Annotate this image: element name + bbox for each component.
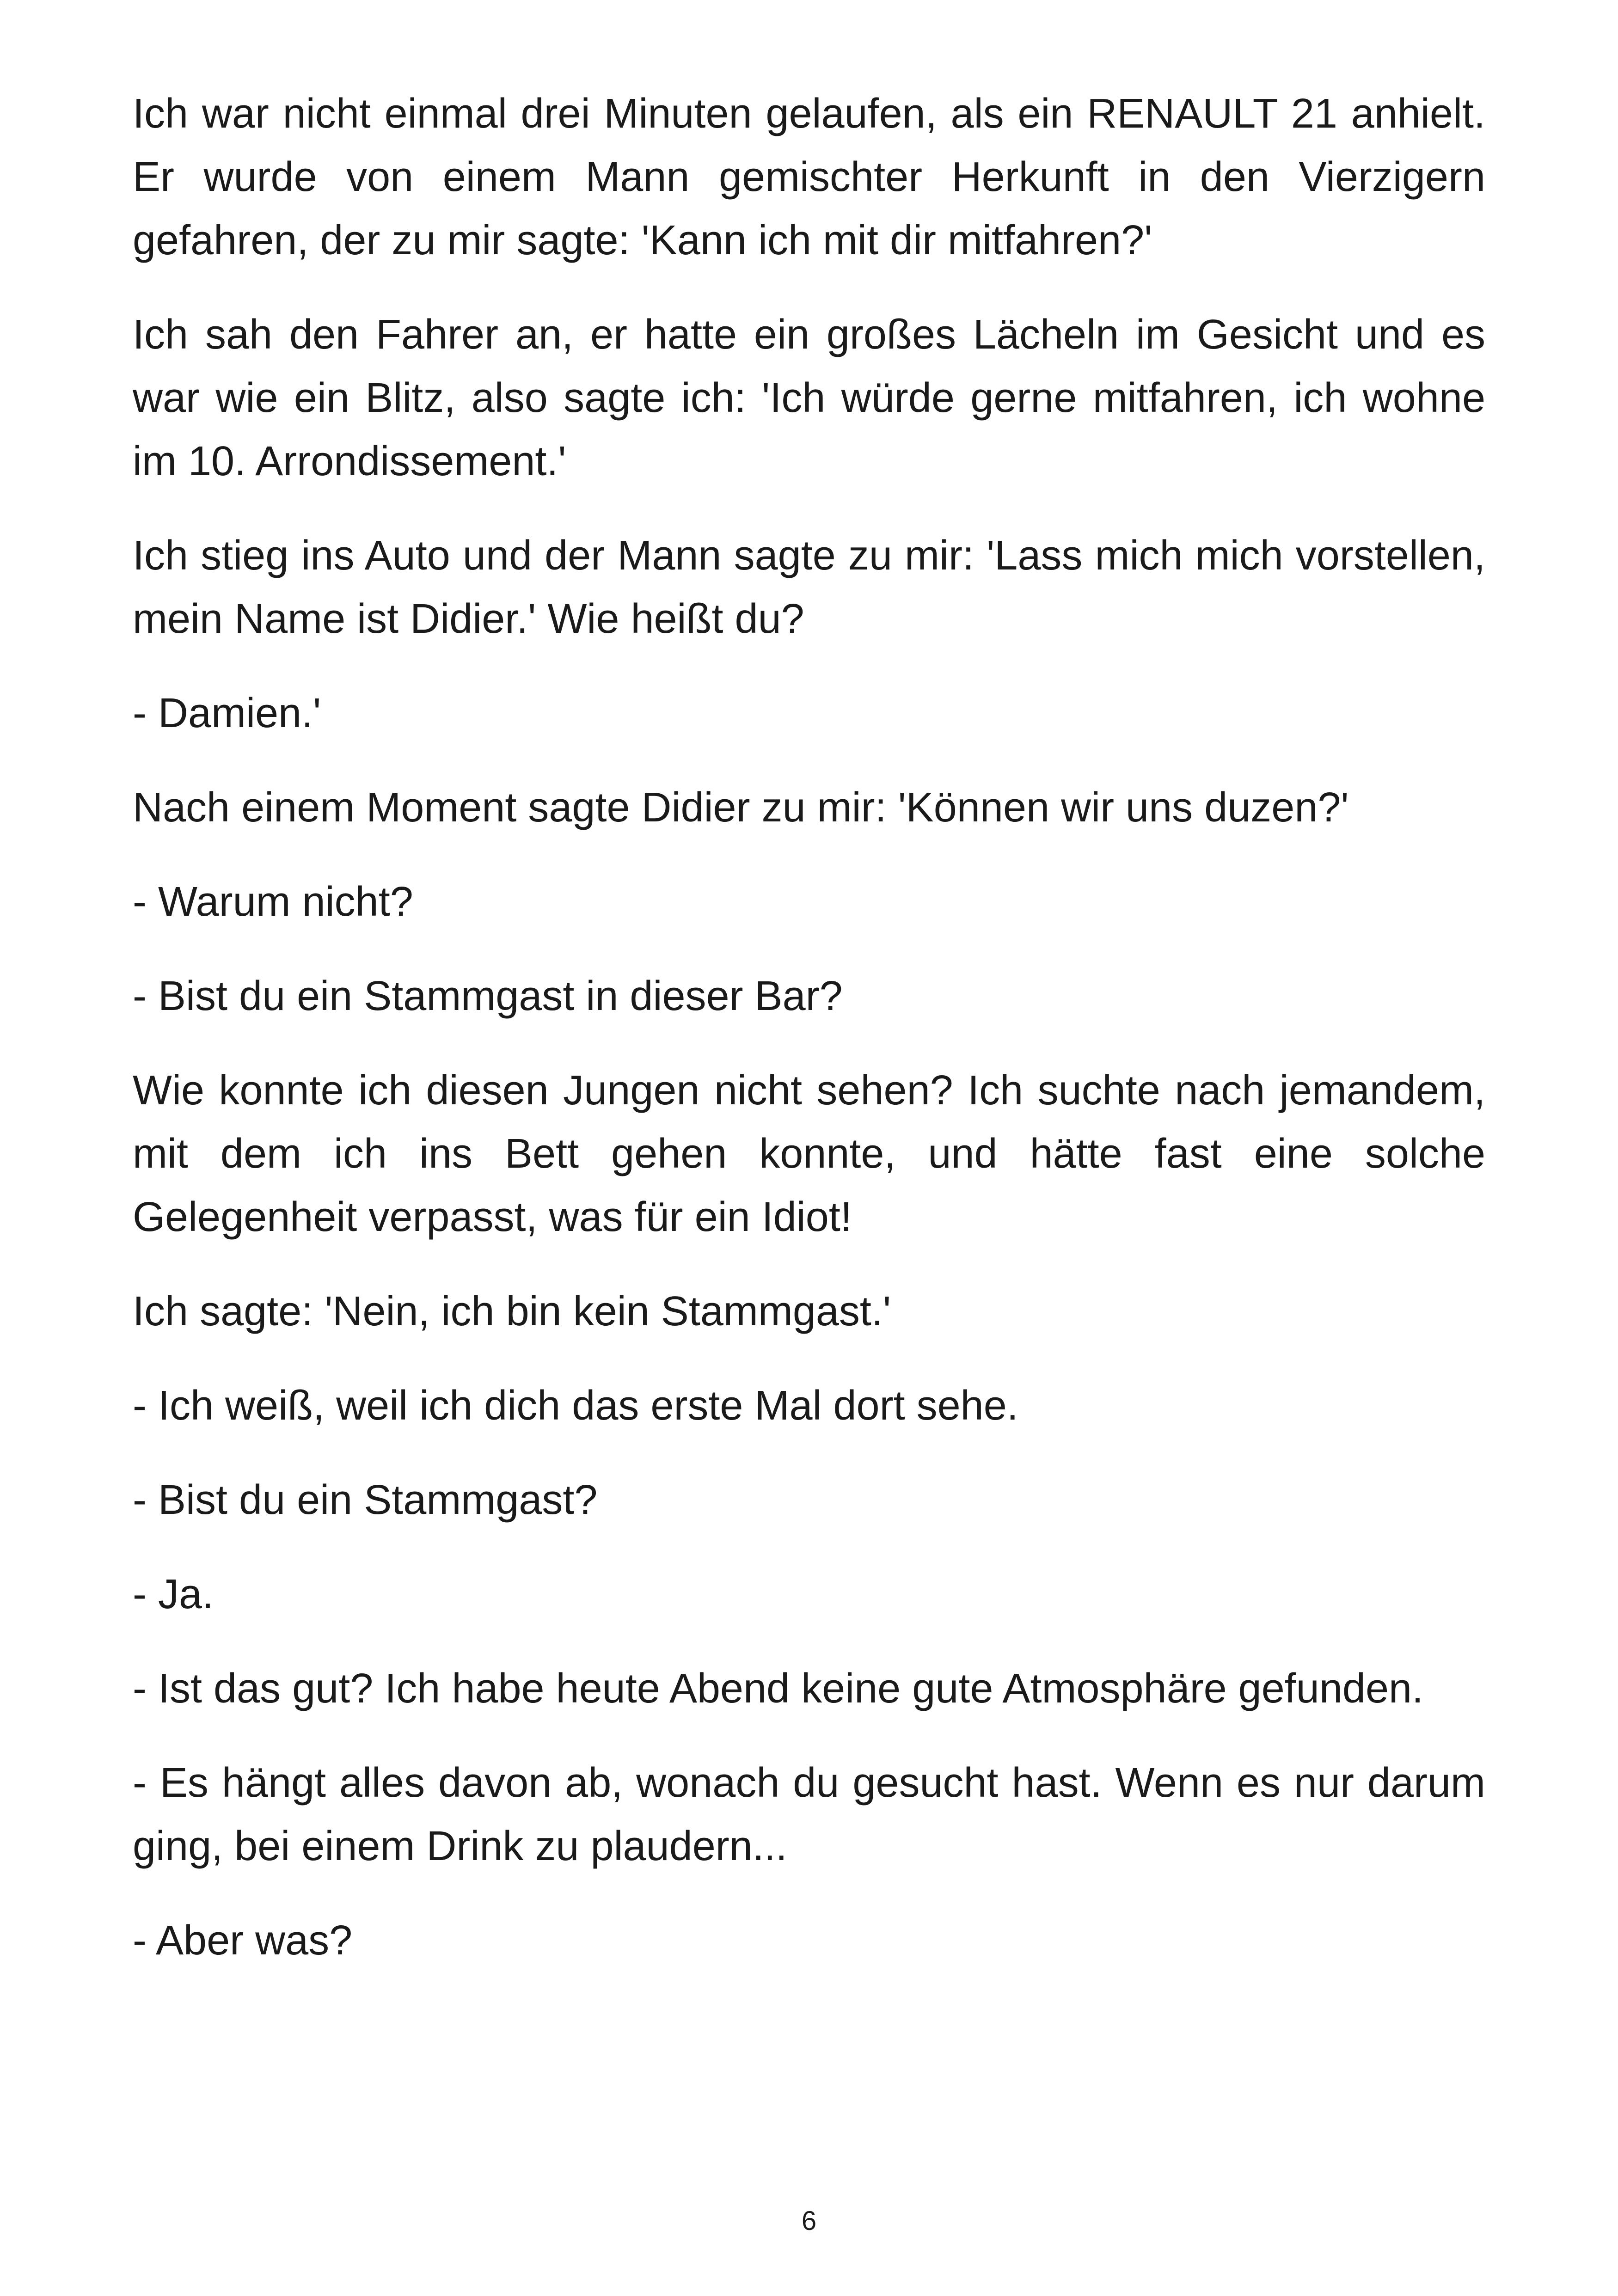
page-number: 6 [801, 2206, 817, 2236]
paragraph: Ich sagte: 'Nein, ich bin kein Stammgast.' [133, 1288, 891, 1335]
paragraph: Nach einem Moment sagte Didier zu mir: 'Können wir uns duzen?' [133, 784, 1349, 831]
paragraph: - Ist das gut? Ich habe heute Abend keine gute Atmosphäre gefunden. [133, 1665, 1424, 1712]
paragraph: - Damien.' [133, 690, 321, 736]
paragraph: - Ja. [133, 1571, 214, 1617]
paragraph: - Ich weiß, weil ich dich das erste Mal dort sehe. [133, 1383, 1018, 1429]
paragraph: Ich war nicht einmal drei Minuten gelaufen, als ein RENAULT 21 anhielt. Er wurde von einem Mann gemischter Herkunft in den Vierzigern gefahren, der zu mir sagte: 'Kann ich mit dir mitfahren?' [133, 91, 1485, 263]
paragraph: - Bist du ein Stammgast in dieser Bar? [133, 973, 843, 1019]
paragraph: - Warum nicht? [133, 879, 413, 925]
paragraph: - Es hängt alles davon ab, wonach du gesucht hast. Wenn es nur darum ging, bei einem Drink zu plaudern... [133, 1760, 1485, 1869]
body-text [133, 82, 1485, 2003]
paragraph: Ich stieg ins Auto und der Mann sagte zu mir: 'Lass mich mich vorstellen, mein Name ist Didier.' Wie heißt du? [133, 533, 1485, 642]
paragraph: Wie konnte ich diesen Jungen nicht sehen? Ich suchte nach jemandem, mit dem ich ins Bett gehen konnte, und hätte fast eine solche Gelegenheit verpasst, was für ein Idiot! [133, 1067, 1485, 1240]
paragraph: Ich sah den Fahrer an, er hatte ein großes Lächeln im Gesicht und es war wie ein Blitz, also sagte ich: 'Ich würde gerne mitfahren, ich wohne im 10. Arrondissement.' [133, 312, 1485, 484]
paragraph: - Aber was? [133, 1917, 353, 1964]
paragraph: - Bist du ein Stammgast? [133, 1477, 598, 1523]
